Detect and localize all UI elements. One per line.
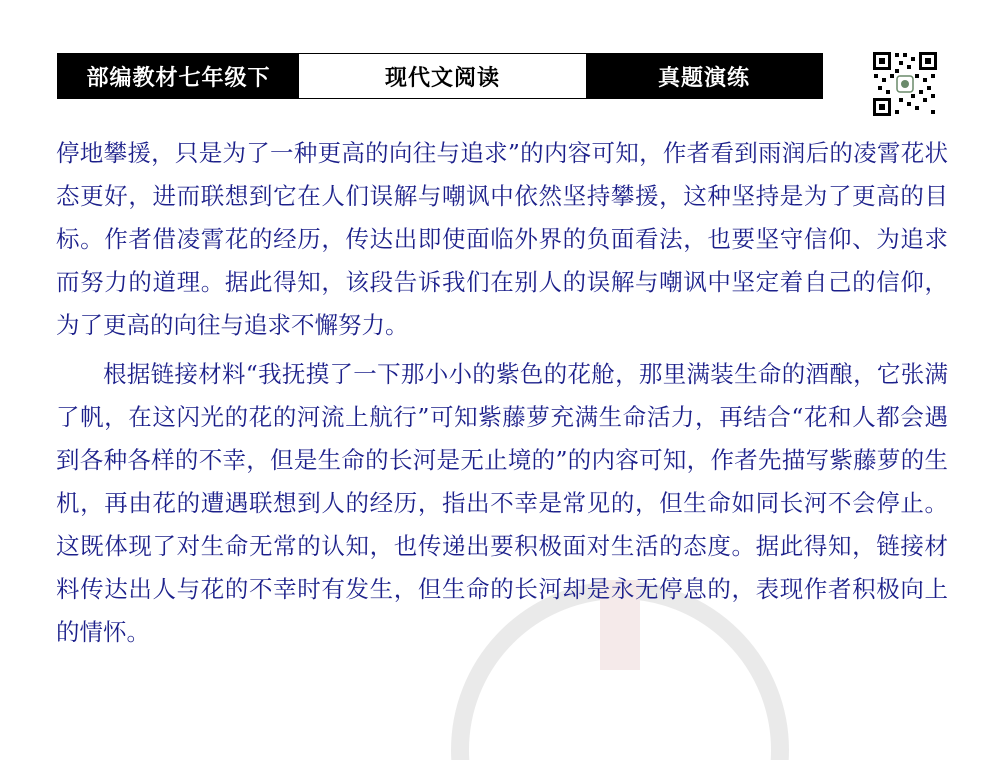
header-section-label: 现代文阅读 [299,54,586,98]
paragraph-1: 停地攀援，只是为了一种更高的向往与追求”的内容可知，作者看到雨润后的凌霄花状态更好，进而联想到它在人们误解与嘲讽中依然坚持攀援，这种坚持是为了更高的目标。作者借凌霄花的经历，传达出即使面临外界的负面看法，也要坚守信仰、为追求而努力的道理。据此得知，该段告诉我们在别人的误解与嘲讽中坚定着自己的信仰，为了更高的向往与追求不懈努力。 [56,139,948,339]
header-textbook-label: 部编教材七年级下 [58,54,299,98]
header-practice-label: 真题演练 [586,54,822,98]
paragraph-2: 根据链接材料“我抚摸了一下那小小的紫色的花舱，那里满装生命的酒酿，它张满了帆，在这闪光的花的河流上航行”可知紫藤萝充满生命活力，再结合“花和人都会遇到各种各样的不幸，但是生命的长河是无止境的”的内容可知，作者先描写紫藤萝的生机，再由花的遭遇联想到人的经历，指出不幸是常见的，但生命如同长河不会停止。这既体现了对生命无常的认知，也传递出要积极面对生活的态度。据此得知，链接材料传达出人与花的不幸时有发生，但生命的长河却是永无停息的，表现作者积极向上的情怀。 [56,360,948,646]
qr-code-icon[interactable] [871,50,939,118]
article-body [56,132,948,654]
header-bar [57,53,823,99]
